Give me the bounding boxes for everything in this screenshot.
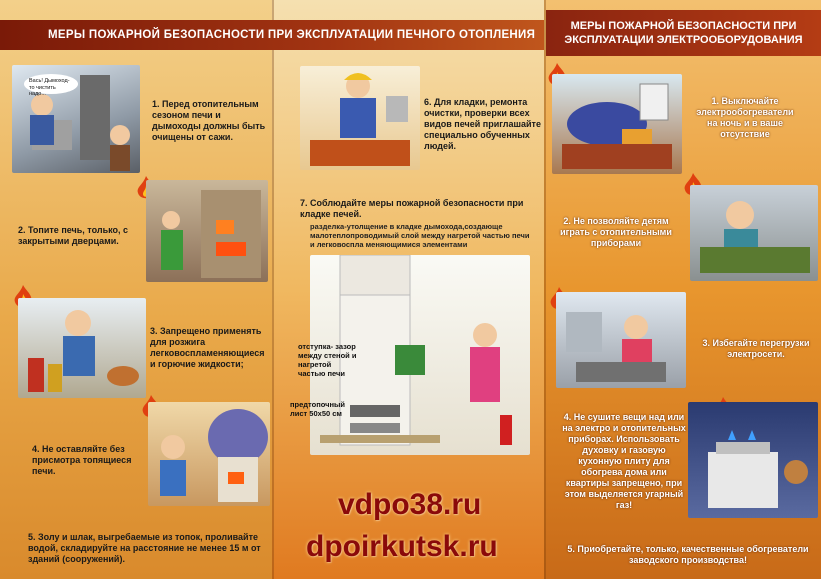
header-electric <box>546 10 821 56</box>
razdelka-note: разделка-утолщение в кладке дымохода,создающе малотеплопроводимый слой между нагретой частью печи и легковоспла меняющимися элементами <box>310 222 530 249</box>
stove-rule-4: 4. Не оставляйте без присмотра топящиеся печи. <box>32 444 132 476</box>
gas-stove-illustration <box>688 402 818 518</box>
speech-bubble-text: Вась! Дымоход-то чистить надо... <box>29 78 70 97</box>
predtopochny-label: предтопочный лист 50х50 см <box>290 400 346 418</box>
heater-overnight-illustration <box>552 74 682 174</box>
stove-rule-3: 3. Запрещено применять для розжига легковоспламеняющиеся и горючие жидкости; <box>150 326 265 369</box>
electric-rule-3: 3. Избегайте перегрузки электросети. <box>702 338 810 359</box>
stove-rule-1: 1. Перед отопительным сезоном печи и дымоходы должны быть очищены от сажи. <box>152 99 266 142</box>
header-electric-line2: ЭКСПЛУАТАЦИИ ЭЛЕКТРООБОРУДОВАНИЯ <box>564 34 803 46</box>
header-electric-line1: МЕРЫ ПОЖАРНОЙ БЕЗОПАСНОСТИ ПРИ <box>570 20 797 32</box>
electric-rule-5: 5. Приобретайте, только, качественные обогреватели заводского производства! <box>567 544 809 565</box>
flammable-liquids-illustration <box>18 298 146 398</box>
builder-illustration <box>300 66 420 170</box>
otstupka-label: отступка- зазор между стеной и нагретой частью печи <box>298 342 357 378</box>
electric-rule-1: 1. Выключайте электрообогреватели на ночь и в ваше отсутствие <box>696 96 794 139</box>
electric-rule-2: 2. Не позволяйте детям играть с отопительными приборами <box>560 216 672 248</box>
stove-rule-6: 6. Для кладки, ремонта очистки, проверки всех видов печей приглашайте специально обученных людей. <box>424 97 541 151</box>
stove-rule-2: 2. Топите печь, только, с закрытыми дверцами. <box>18 225 128 246</box>
overload-illustration <box>556 292 686 388</box>
child-radiator-illustration <box>690 185 818 281</box>
website-vdpo38: vdpo38.ru <box>338 488 482 521</box>
unattended-stove-illustration <box>148 402 270 506</box>
speech-bubble <box>24 74 78 97</box>
stove-rule-7-title: 7. Соблюдайте меры пожарной безопасности при кладке печей. <box>300 198 524 219</box>
fold-line-1 <box>272 0 274 579</box>
header-stove-text: МЕРЫ ПОЖАРНОЙ БЕЗОПАСНОСТИ ПРИ ЭКСПЛУАТАЦИИ ПЕЧНОГО ОТОПЛЕНИЯ <box>48 29 536 41</box>
website-dpoirkutsk: dpoirkutsk.ru <box>306 530 498 563</box>
electric-rule-4: 4. Не сушите вещи над или на электро и отопительных приборах. Использовать духовку и газовую кухонную плиту для обогрева дома или квартиры запрещено, при этом выделяется угарный газ! <box>562 412 686 510</box>
stove-rule-5: 5. Золу и шлак, выгребаемые из топок, проливайте водой, складируйте на расстояние не менее 15 м от зданий (сооружений). <box>28 532 261 564</box>
header-stove <box>0 20 544 50</box>
burning-stove-illustration <box>146 180 268 282</box>
